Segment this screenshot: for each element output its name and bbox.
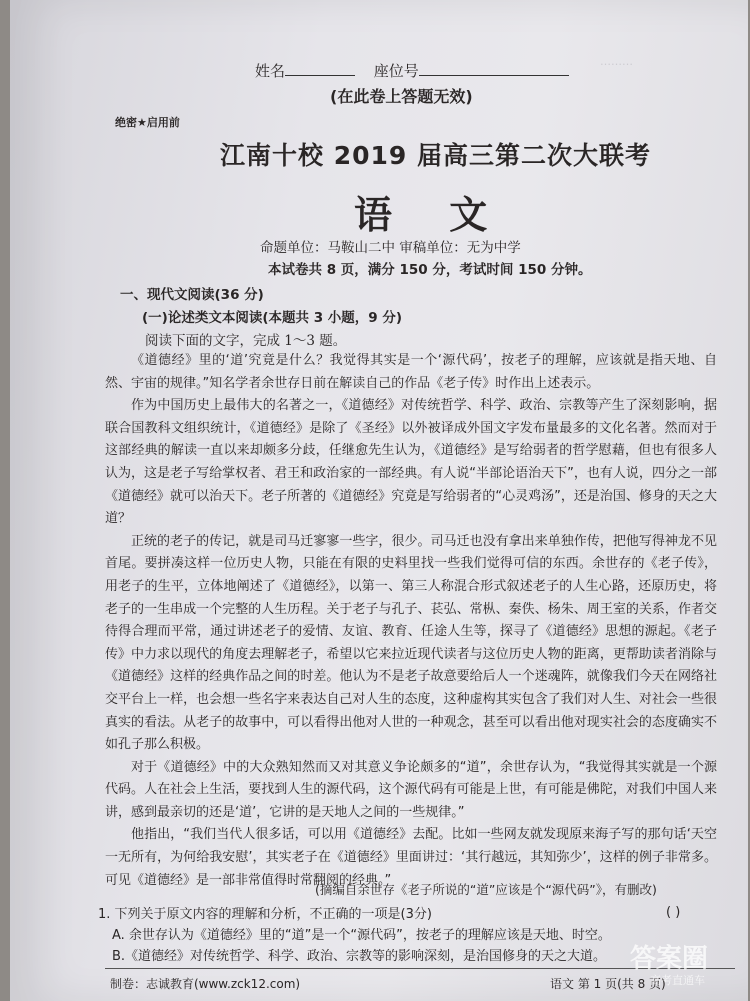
passage bbox=[105, 350, 717, 892]
exam-title: 江南十校 2019 届高三第二次大联考 bbox=[220, 141, 651, 170]
passage-paragraph: 正统的老子的传记，就是司马迁寥寥一些字，很少。司马迁也没有拿出来单独作传，把他写得神龙不见首尾。要拼凑这样一位历史人物，只能在有限的史料里找一些我们觉得可信的东西。余世存的《老子传》，用老子的生平，立体地阐述了《道德经》，以第一、第三人称混合形式叙述老子的人生心路，还原历史，将老子的一生串成一个完整的人生历程。关于老子与孔子、苌弘、常枞、秦佚、杨朱、周王室的关系，作者交待得合理而平常，通过讲述老子的爱情、友谊、教育、任途人生等，探寻了《道德经》思想的源起。《老子传》中力求以现代的角度去理解老子，希望以它来拉近现代读者与这位历史人物的距离，更帮助读者消除与《道德经》这样的经典作品之间的时差。他认为不是老子故意要给后人一个迷魂阵，就像我们今天在网络社交平台上一样，也会想一些名字来表达自己对人生的态度，这种虚构其实包含了我们对人生、对社会一些很真实的看法。从老子的故事中，可以看得出他对人世的一种观念，甚至可以看出他对现实社会的态度确实不如孔子那么积极。 bbox=[105, 533, 717, 753]
answer-parentheses[interactable]: ( ) bbox=[666, 905, 681, 920]
student-info-row bbox=[255, 60, 583, 81]
reading-instruction: 阅读下面的文字，完成 1～3 题。 bbox=[145, 333, 347, 349]
watermark-logo: 答案圈 bbox=[630, 944, 709, 974]
bleed-through-text: ……… bbox=[600, 55, 633, 68]
passage-paragraph: 作为中国历史上最伟大的名著之一，《道德经》对传统哲学、科学、政治、宗教等产生了深刻影响，据联合国教科文组织统计，《道德经》是除了《圣经》以外被译成外国文字发布量最多的文化名著。然而对于这部经典的解读一直以来却颇多分歧，任继愈先生认为，《道德经》是写给弱者的哲学慰藉，但也有很多人认为，这是老子写给掌权者、君王和政治家的一部经典。有人说“半部论语治天下”，也有人说，四分之一部《道德经》就可以治天下。老子所著的《道德经》究竟是写给弱者的“心灵鸡汤”，还是治国、修身的天之大道？ bbox=[105, 398, 717, 527]
passage-paragraph: 《道德经》里的‘道’究竟是什么？我觉得其实是一个‘源代码’，按老子的理解，应该就是指天地、自然、宇宙的规律。”知名学者余世存日前在解读自己的作品《老子传》时作出上述表示。 bbox=[105, 353, 717, 391]
footer-page-number: 语文 第 1 页(共 8 页) bbox=[550, 977, 666, 991]
question-1 bbox=[98, 904, 718, 967]
watermark-subtitle: 高考直通车 bbox=[650, 974, 705, 987]
option-a: A. 余世存认为《道德经》里的“道”是一个“源代码”，按老子的理解应该是天地、时空。 bbox=[112, 928, 611, 943]
subsection-heading: (一)论述类文本阅读(本题共 3 小题，9 分) bbox=[142, 310, 403, 326]
exam-meta: 本试卷共 8 页，满分 150 分，考试时间 150 分钟。 bbox=[268, 262, 592, 278]
seat-label: 座位号 bbox=[373, 62, 419, 80]
passage-paragraph: 他指出，“我们当代人很多话，可以用《道德经》去配。比如一些网友就发现原来海子写的那句话‘天空一无所有，为何给我安慰’，其实老子在《道德经》里面讲过：‘其行越远，其知弥少’，这样的例子非常多。可见《道德经》是一部非常值得时常翻阅的经典。” bbox=[105, 827, 717, 888]
name-blank[interactable] bbox=[285, 75, 355, 76]
subject-title: 语 文 bbox=[354, 193, 510, 237]
footer-publisher: 制卷：志诚教育(www.zck12.com) bbox=[110, 977, 301, 991]
option-b: B.《道德经》对传统哲学、科学、政治、宗教等的影响深刻，是治国修身的天之大道。 bbox=[112, 949, 607, 964]
passage-source: (摘编自余世存《老子所说的“道”应该是个“源代码”》，有删改) bbox=[315, 882, 657, 897]
passage-paragraph: 对于《道德经》中的大众熟知然而又对其意义争论颇多的“道”，余世存认为，“我觉得其实就是一个源代码。人在社会上生活，要找到人生的源代码，这个源代码有可能是上世，有可能是佛陀，对我们中国人来讲，感到最亲切的还是‘道’，它讲的是天地人之间的一些规律。” bbox=[105, 759, 717, 820]
name-label: 姓名 bbox=[255, 62, 286, 80]
compiling-units: 命题单位：马鞍山二中 审稿单位：无为中学 bbox=[260, 240, 521, 256]
no-answer-note: (在此卷上答题无效) bbox=[330, 87, 473, 106]
seat-blank[interactable] bbox=[419, 75, 569, 76]
section-heading: 一、现代文阅读(36 分) bbox=[120, 287, 264, 303]
secret-mark: 绝密★启用前 bbox=[115, 116, 180, 129]
question-stem: 1. 下列关于原文内容的理解和分析，不正确的一项是(3分) bbox=[98, 907, 432, 922]
exam-paper bbox=[10, 0, 748, 1001]
